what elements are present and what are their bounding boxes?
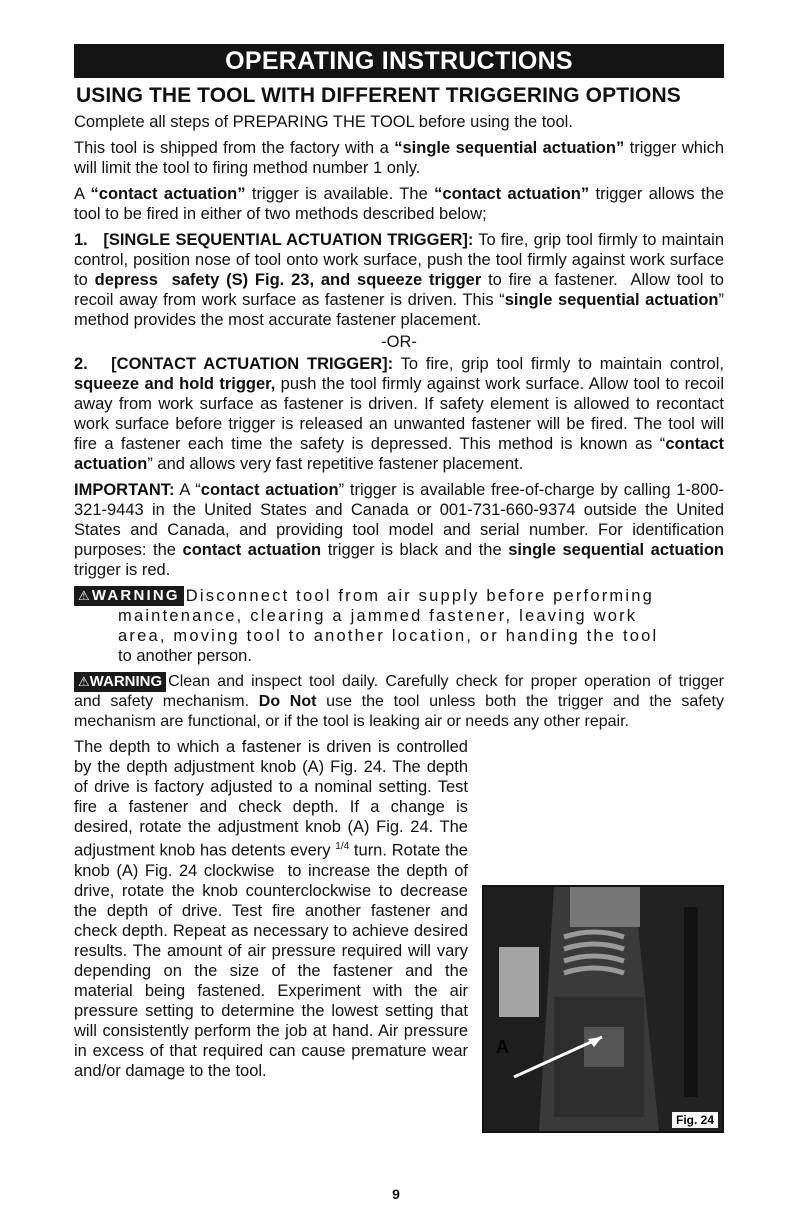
paragraph-important [74,480,724,580]
callout-a: A [496,1037,509,1057]
bold-text: single sequential actuation [504,291,719,309]
item-contact-actuation [74,354,724,474]
text: trigger is red. [74,561,171,579]
bold-text: contact actuation [74,435,724,473]
bold-text: Do Not [258,693,317,710]
warning-disconnect [74,586,724,666]
warning-text: Disconnect tool from air supply before performing [185,587,654,605]
text: trigger allows the tool to be fired in either of two methods described below; [74,185,724,223]
warning-text: maintenance, clearing a jammed fastener, leaving work [118,607,638,625]
item-title: 1. [SINGLE SEQUENTIAL ACTUATION TRIGGER]: [74,231,474,249]
warning-text: use the tool unless both the trigger and the safety mechanism are functional, or if the tool is leaking air or needs any other repair. [74,693,725,730]
warning-badge [74,672,166,692]
bold-text: squeeze and hold trigger, [74,375,276,393]
page-number: 9 [392,1186,400,1202]
bold-text: “single sequential actuation” [394,139,625,157]
tool-photo [484,887,722,1131]
item-single-sequential [74,230,724,330]
text: To fire, grip tool firmly to maintain control, [393,355,724,373]
bold-text: contact actuation [200,481,339,499]
text: turn. Rotate the knob (A) Fig. 24 clockwise to increase the depth of drive, rotate the knob counterclockwise to decrease the depth of drive. Test fire another fastener and check depth. Repeat as necessary to achieve desired results. The amount of air pressure required will vary depending on the size of the fastener and the material being fastened. Experiment with the air pressure setting to determine the lowest setting that will consistently perform the job at hand. Air pressure in excess of that required can cause premature wear and/or damage to the tool. [74,841,468,1080]
depth-section [74,737,724,1127]
text: ” method provides the most accurate fastener placement. [74,291,724,329]
warning-inspect [74,672,724,731]
warning-icon: ⚠ [78,674,90,689]
item-title: 2. [CONTACT ACTUATION TRIGGER]: [74,355,394,373]
text: to fire a fastener. Allow tool to recoil away from work surface as fastener is driven. This “ [74,271,724,309]
paragraph-shipped [74,138,724,178]
text: trigger is available. The [245,185,435,203]
text: This tool is shipped from the factory with a [74,139,395,157]
bold-text: “contact actuation” [90,185,246,203]
text: ” trigger is available free-of-charge by calling 1-800-321-9443 in the United States and Canada or 001-731-660-9374 outside the United States and Canada, and providing tool model and serial number. For identification purposes: the [74,481,724,559]
text: A [74,185,91,203]
text: trigger is black and the [321,541,509,559]
paragraph-contact-available [74,184,724,224]
text: To fire, grip tool firmly to maintain control, position nose of tool onto work surface, push the tool firmly against work surface to [74,231,724,289]
figure-24 [482,885,724,1133]
warning-text: area, moving tool to another location, or handing the tool [118,627,659,645]
section-heading: USING THE TOOL WITH DIFFERENT TRIGGERING OPTIONS [76,84,681,107]
bold-text: single sequential actuation [508,541,724,559]
section-banner: OPERATING INSTRUCTIONS [74,44,724,78]
text: push the tool firmly against work surface. Allow tool to recoil away from work surface as fastener is driven. If safety element is allowed to recontact work surface before trigger is released an unwanted fastener will be fired. The tool will fire a fastener each time the safety is depressed. This method is known as “ [74,375,725,453]
text: trigger which will limit the tool to firing method number 1 only. [74,139,725,177]
paragraph-prepare: Complete all steps of PREPARING THE TOOL before using the tool. [74,113,573,131]
warning-text: Clean and inspect tool daily. Carefully check for proper operation of trigger and safety mechanism. [74,673,724,710]
warning-text: to another person. [118,647,252,665]
text: The depth to which a fastener is driven is controlled by the depth adjustment knob (A) Fig. 24. The depth of drive is factory adjusted to a nominal setting. Test fire a fastener and check depth. If a change is desired, rotate the adjustment knob (A) Fig. 24. The adjustment knob has detents every [74,738,468,860]
warning-label: WARNING [89,673,163,690]
page [74,44,724,1133]
warning-icon: ⚠ [78,588,92,603]
figure-caption: Fig. 24 [672,1112,718,1128]
bold-text: “contact actuation” [434,185,590,203]
warning-badge [74,586,184,606]
fraction: 1/4 [335,841,350,852]
bold-text: depress safety (S) Fig. 23, and squeeze trigger [94,271,482,289]
bold-text: contact actuation [182,541,322,559]
or-separator: -OR- [381,333,417,351]
warning-label: WARNING [91,587,180,604]
important-label: IMPORTANT: [74,481,175,499]
text: A “ [174,481,201,499]
text: ” and allows very fast repetitive fastener placement. [147,455,524,473]
